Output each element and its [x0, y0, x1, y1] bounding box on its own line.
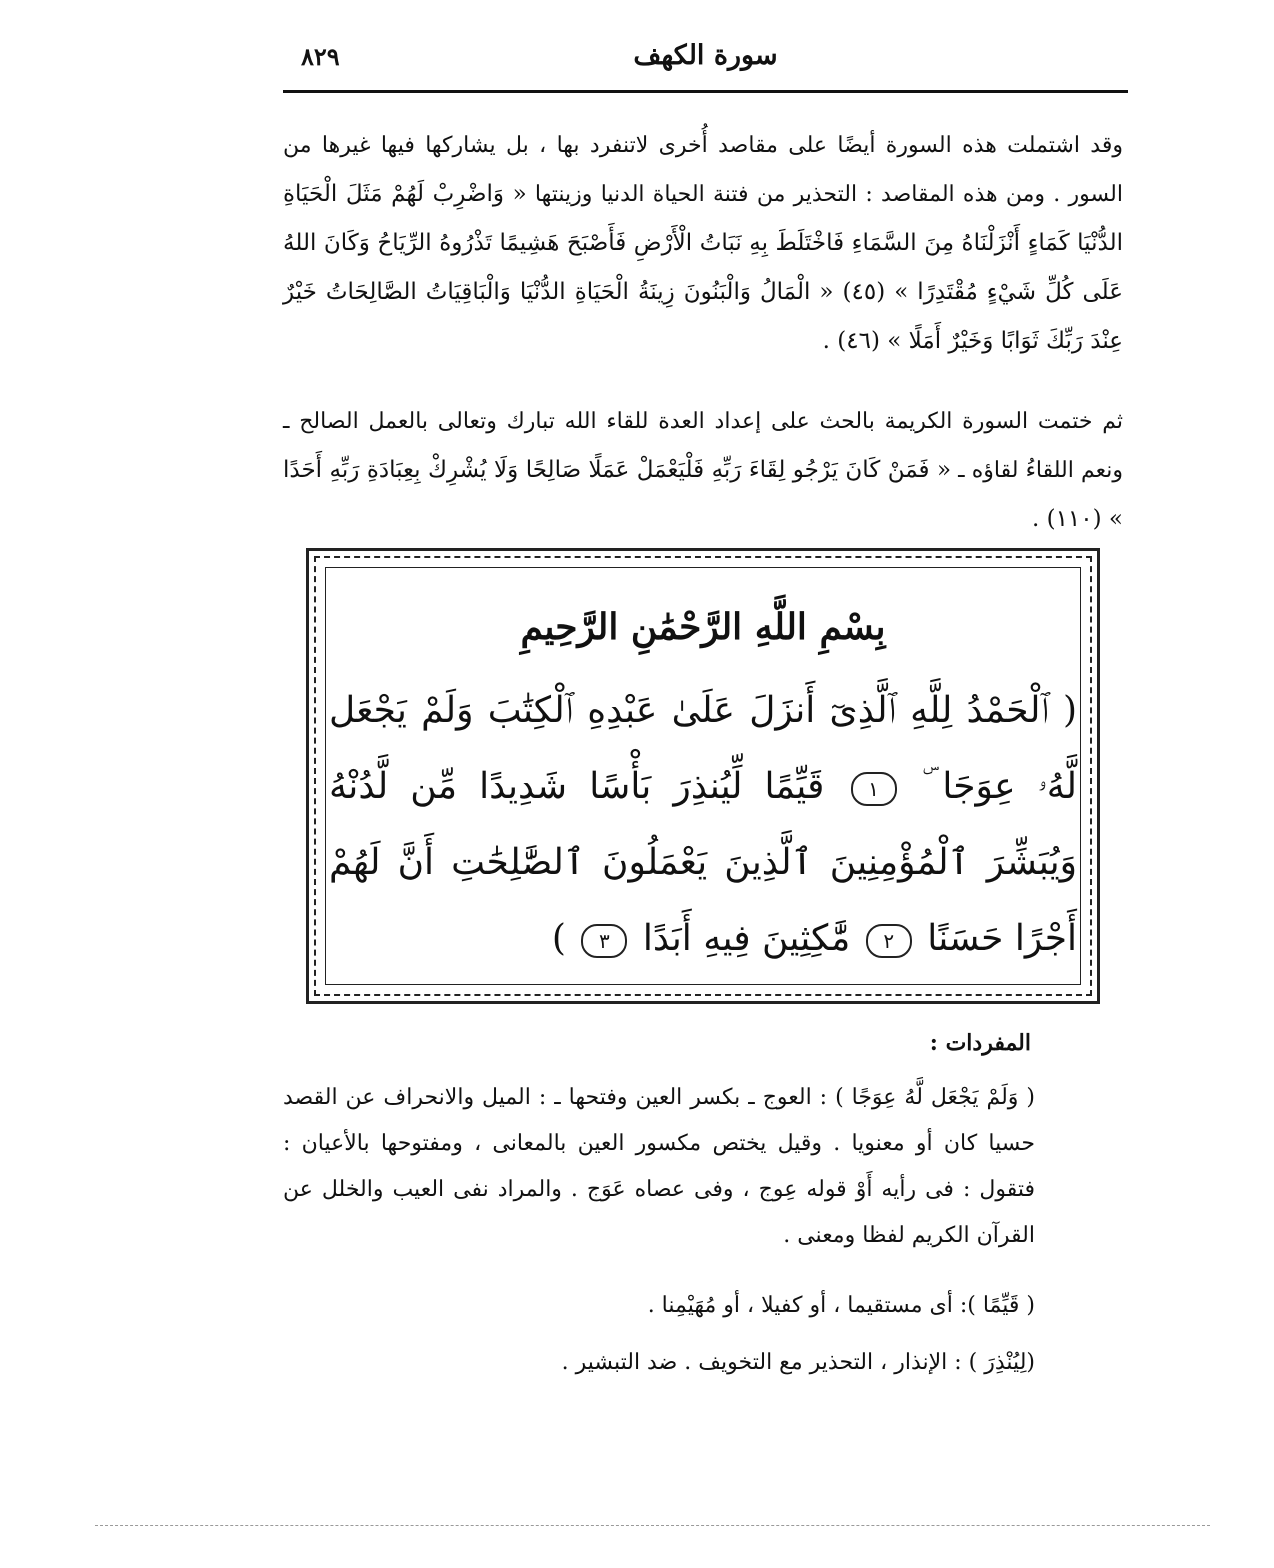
vocabulary-entry-1: ( وَلَمْ يَجْعَل لَّهُ عِوَجًا ) : العوج ـ بكسر العين وفتحها ـ : الميل والانحراف عن القصد حسيا كان أو معنويا . وقيل يختص مكسور العين بالمعانى ، ومفتوحها بالأعيان : فتقول : فى رأيه أَوْ قوله عِوج ، وفى عصاه عَوَج . والمراد نفى العيب والخلل عن القرآن الكريم لفظا ومعنى . — [283, 1085, 1035, 1248]
verse-2-text: قَيِّمًا لِّيُنذِرَ بَأْسًا شَدِيدًا مِّن لَّدُنْهُ وَيُبَشِّرَ ٱلْمُؤْمِنِينَ ٱلَّذِينَ يَعْمَلُونَ ٱلصَّٰلِحَٰتِ أَنَّ لَهُمْ أَجْرًا حَسَنًا — [329, 766, 1077, 959]
intro-quran-quote: « وَاضْرِبْ لَهُمْ مَثَلَ الْحَيَاةِ الدُّنْيَا كَمَاءٍ أَنْزَلْنَاهُ مِنَ السَّمَاءِ فَاخْتَلَطَ بِهِ نَبَاتُ الْأَرْضِ فَأَصْبَحَ هَشِيمًا تَذْرُوهُ الرِّيَاحُ وَكَانَ اللهُ عَلَى كُلِّ شَيْءٍ مُقْتَدِرًا » (٤٥) « الْمَالُ وَالْبَنُونَ زِينَةُ الْحَيَاةِ الدُّنْيَا وَالْبَاقِيَاتُ الصَّالِحَاتُ خَيْرٌ عِنْدَ رَبِّكَ ثَوَابًا وَخَيْرٌ أَمَلًا » (٤٦) . — [283, 181, 1123, 354]
page-header — [283, 40, 1128, 93]
verse-1-text: ( ٱلْحَمْدُ لِلَّهِ ٱلَّذِىٓ أَنزَلَ عَلَىٰ عَبْدِهِ ٱلْكِتَٰبَ وَلَمْ يَجْعَل لَّهُۥ عِوَجَا ۜ — [329, 690, 1077, 807]
vocabulary-entry-2: ( قَيِّمًا ): أى مستقيما ، أو كفيلا ، أو مُهَيْمِنا . — [647, 1293, 1035, 1318]
basmala: بِسْمِ اللَّهِ الرَّحْمَٰنِ الرَّحِيمِ — [520, 606, 886, 648]
footer-divider — [95, 1525, 1210, 1526]
ayah-number-2: ٢ — [866, 924, 912, 958]
conclusion-quran-quote: « فَمَنْ كَانَ يَرْجُو لِقَاءَ رَبِّهِ فَلْيَعْمَلْ عَمَلًا صَالِحًا وَلَا يُشْرِكْ بِعِبَادَةِ رَبِّهِ أَحَدًا » (١١٠) . — [283, 457, 1123, 532]
vocabulary-entry-3: (لِيُنْذِرَ ) : الإنذار ، التحذير مع التخويف . ضد التبشير . — [561, 1350, 1035, 1375]
ayah-number-3: ٣ — [581, 924, 627, 958]
verses-block — [329, 673, 1077, 977]
conclusion-paragraph — [283, 398, 1123, 544]
page-number: ٨٢٩ — [301, 42, 340, 71]
verse-3-text: مَّٰكِثِينَ فِيهِ أَبَدًا — [642, 918, 851, 959]
intro-text: وقد اشتملت هذه السورة أيضًا على مقاصد أُخرى لاتنفرد بها ، بل يشاركها فيها غيرها من السور . ومن هذه المقاصد : التحذير من فتنة الحياة الدنيا وزينتها — [283, 133, 1124, 207]
vocabulary-heading: المفردات : — [929, 1030, 1031, 1056]
ayah-number-1: ١ — [851, 772, 897, 806]
conclusion-text: ثم ختمت السورة الكريمة بالحث على إعداد العدة للقاء الله تبارك وتعالى بالعمل الصالح ـ ونعم اللقاءُ لقاؤه ـ — [283, 409, 1123, 483]
quran-verse-frame — [306, 548, 1100, 1004]
surah-title: سورة الكهف — [633, 40, 778, 71]
intro-paragraph — [283, 122, 1123, 366]
closing-parenthesis: ) — [551, 918, 566, 959]
